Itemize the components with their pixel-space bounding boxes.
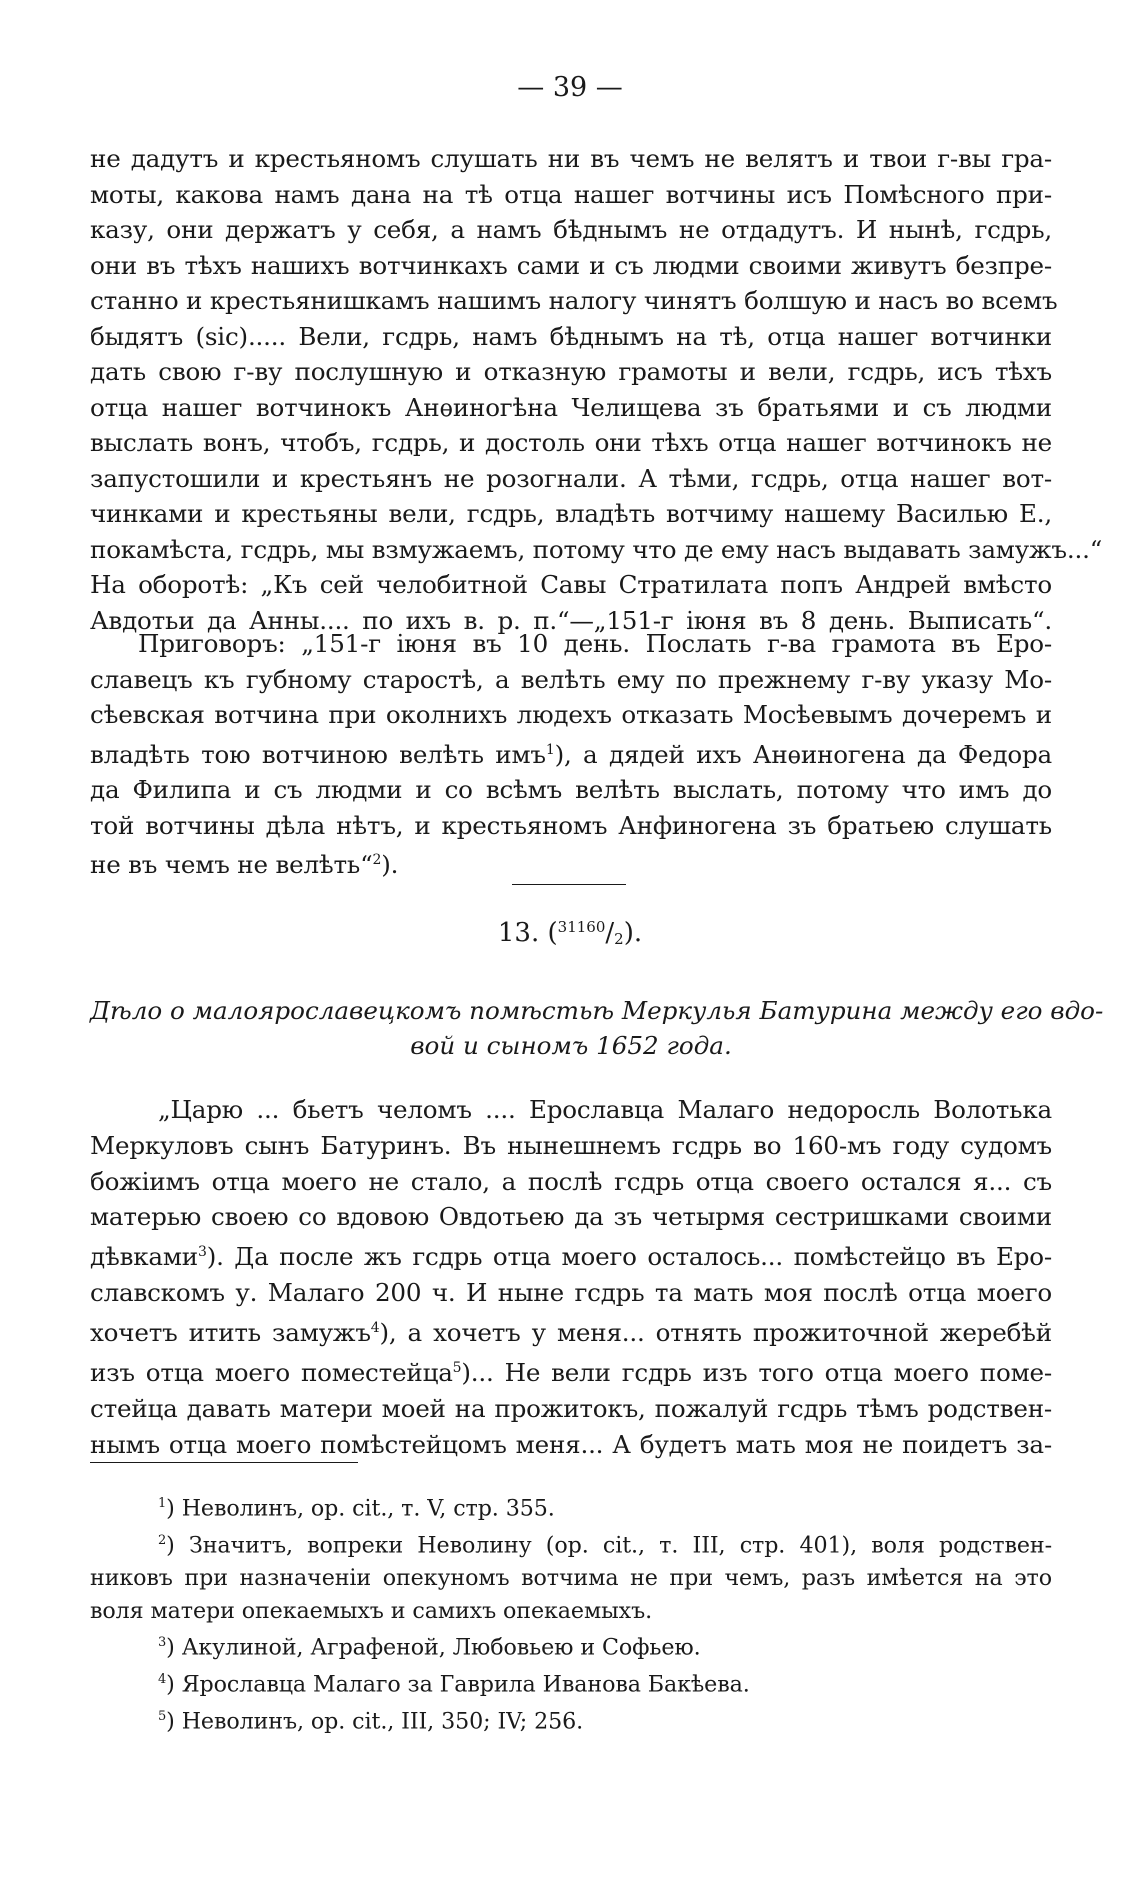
reference-denominator: 2	[614, 930, 624, 948]
footnote-1: $^1$) Неволинъ, op. cit., т. V, стр. 355.	[158, 1495, 555, 1522]
section-reference: ($^{31160}$/2).	[547, 918, 643, 948]
footnote-mark: 2	[158, 1532, 167, 1548]
text-line-with-note	[90, 1311, 1052, 1351]
text-segment: дѣвками	[90, 1242, 198, 1272]
text-line: запустошили и крестьянъ не розогнали. А тѣми, гсдрь, отца нашег вот-	[90, 463, 1052, 493]
footnote-2: $^2$) Значитъ, вопреки Неволину (op. cit., т. III, стр. 401), воля родствен-	[158, 1532, 1052, 1559]
text-segment: ). Да после жъ гсдрь отца моего осталось... помѣстейцо въ Еро-	[206, 1242, 1052, 1272]
footnotes	[90, 1488, 1052, 1738]
text-line: выслать вонъ, чтобъ, гсдрь, и достоль они тѣхъ отца нашег вотчинокъ не	[90, 428, 1052, 457]
footnote-mark: 5	[158, 1709, 167, 1725]
footnote-ref: 2	[372, 852, 382, 869]
text-segment: не въ чемъ не велѣть“	[90, 850, 373, 880]
petition-paragraph	[90, 1092, 1052, 1463]
title-line: Дѣло о малоярославецкомъ помѣстьѣ Меркулья Батурина между его вдо-	[90, 996, 1104, 1025]
text-line: божіимъ отца моего не стало, а послѣ гсдрь отца своего остался я... съ	[90, 1166, 1052, 1196]
footnote-mark: 3	[158, 1635, 167, 1651]
text-line-with-note	[90, 843, 1052, 883]
section-heading	[0, 918, 1140, 948]
text-line: покамѣста, гсдрь, мы взмужаемъ, потому что де ему насъ выдавать замужъ...“	[90, 534, 1103, 564]
footnote-text: Неволинъ, op. cit., т. V, стр. 355.	[181, 1495, 555, 1522]
footnote-separator	[90, 1462, 358, 1463]
section-title	[90, 993, 1104, 1063]
text-line: На оборотѣ: „Къ сей челобитной Савы Стратилата попъ Андрей вмѣсто	[90, 570, 1052, 599]
page-number: — 39 —	[517, 72, 623, 103]
text-line: нымъ отца моего помѣстейцомъ меня... А будетъ мать моя не поидетъ за-	[90, 1429, 1052, 1459]
footnote-text: Акулиной, Аграфеной, Любовьею и Софьею.	[181, 1634, 701, 1661]
text-line: отца нашег вотчинокъ Анѳиногѣна Челищева зъ братьями и съ людми	[90, 392, 1052, 422]
text-line: дать свою г-ву послушную и отказную грамоты и вели, гсдрь, исъ тѣхъ	[90, 357, 1052, 386]
text-line: славскомъ у. Малаго 200 ч. И ныне гсдрь та мать моя послѣ отца моего	[90, 1278, 1052, 1308]
text-segment: изъ отца моего поместейца	[90, 1358, 453, 1388]
text-line: моты, какова намъ дана на тѣ отца нашег вотчины исъ Помѣсного при-	[90, 179, 1052, 209]
title-line: вой и сыномъ 1652 года.	[410, 1031, 732, 1060]
footnote-text: Значитъ, вопреки Неволину (op. cit., т. III, стр. 401), воля родствен-	[188, 1532, 1052, 1559]
text-segment: ), а дядей ихъ Анѳиногена да Федора	[554, 739, 1052, 769]
section-number: 13.	[497, 918, 540, 948]
text-line: матерью своею со вдовою Овдотьею да зъ четырмя сестришками своими	[90, 1202, 1052, 1232]
text-line: сѣевская вотчина при околнихъ людехъ отказать Мосѣевымъ дочеремъ и	[90, 700, 1052, 729]
footnote-4: $^4$) Ярославца Малаго за Гаврила Иванова Бакѣева.	[158, 1671, 750, 1698]
footnote-5: $^5$) Неволинъ, op. cit., III, 350; IV; 256.	[158, 1708, 584, 1735]
text-line: казу, они держатъ у себя, а намъ бѣднымъ не отдадутъ. И нынѣ, гсдрь,	[90, 215, 1052, 244]
footnote-mark: 4	[158, 1672, 167, 1688]
text-line-with-note	[90, 1235, 1052, 1275]
text-segment: )... Не вели гсдрь изъ того отца моего поме-	[461, 1358, 1053, 1388]
footnote-2-cont: никовъ при назначеніи опекуномъ вотчима не при чемъ, разъ имѣется на это	[90, 1564, 1052, 1591]
text-line: той вотчины дѣла нѣтъ, и крестьяномъ Анфиногена зъ братьею слушать	[90, 810, 1052, 840]
section-divider	[512, 884, 626, 885]
text-line: „Царю ... бьетъ челомъ .... Ерославца Малаго недоросль Волотька	[158, 1095, 1052, 1124]
text-line: они въ тѣхъ нашихъ вотчинкахъ сами и съ людми своими живутъ безпре-	[90, 250, 1052, 280]
text-line: Приговоръ: „151-г іюня въ 10 день. Послать г-ва грамота въ Еро-	[138, 629, 1052, 658]
text-line: славецъ къ губному старостѣ, а велѣть ему по прежнему г-ву указу Мо-	[90, 664, 1052, 694]
text-line: да Филипа и съ людми и со всѣмъ велѣть выслать, потому что имъ до	[90, 775, 1052, 805]
text-segment: ).	[381, 850, 399, 880]
text-line: чинками и крестьяны вели, гсдрь, владѣть вотчиму нашему Василью Е.,	[90, 499, 1052, 528]
footnote-2-cont: воля матери опекаемыхъ и самихъ опекаемыхъ.	[90, 1597, 653, 1624]
footnote-ref: 5	[452, 1359, 462, 1376]
text-segment: ), а хочетъ у меня... отнять прожиточной жеребѣй	[379, 1318, 1053, 1348]
footnote-3: $^3$) Акулиной, Аграфеной, Любовьею и Софьею.	[158, 1634, 701, 1661]
text-line-with-note	[90, 733, 1052, 773]
footnote-ref: 3	[197, 1244, 207, 1261]
text-line: стейца давать матери моей на прожитокъ, пожалуй гсдрь тѣмъ родствен-	[90, 1393, 1052, 1423]
reference-numerator: 31160	[557, 918, 606, 936]
paragraph-verdict	[90, 626, 1052, 883]
footnote-mark: 1	[158, 1496, 167, 1511]
text-segment: владѣть тою вотчиною велѣть имъ	[90, 739, 546, 769]
text-line-with-note	[90, 1351, 1052, 1391]
footnote-text: Ярославца Малаго за Гаврила Иванова Бакѣева.	[181, 1671, 750, 1698]
footnote-text: Неволинъ, op. cit., III, 350; IV; 256.	[181, 1708, 584, 1735]
paragraph-continuation	[90, 141, 1103, 638]
footnote-ref: 4	[370, 1319, 380, 1336]
text-line: Авдотьи да Анны.... по ихъ в. р. п.“—„151-г іюня въ 8 день. Выписать“.	[90, 605, 1052, 635]
text-line: Меркуловъ сынъ Батуринъ. Въ нынешнемъ гсдрь во 160-мъ году судомъ	[90, 1130, 1052, 1160]
text-segment: хочетъ итить замужъ	[90, 1318, 371, 1348]
text-line: быдятъ (sic)..... Вели, гсдрь, намъ бѣднымъ на тѣ, отца нашег вотчинки	[90, 321, 1052, 351]
text-line: станно и крестьянишкамъ нашимъ налогу чинятъ болшую и насъ во всемъ	[90, 286, 1058, 315]
footnote-ref: 1	[545, 741, 555, 758]
text-line: не дадутъ и крестьяномъ слушать ни въ чемъ не велятъ и твои г-вы гра-	[90, 144, 1052, 173]
